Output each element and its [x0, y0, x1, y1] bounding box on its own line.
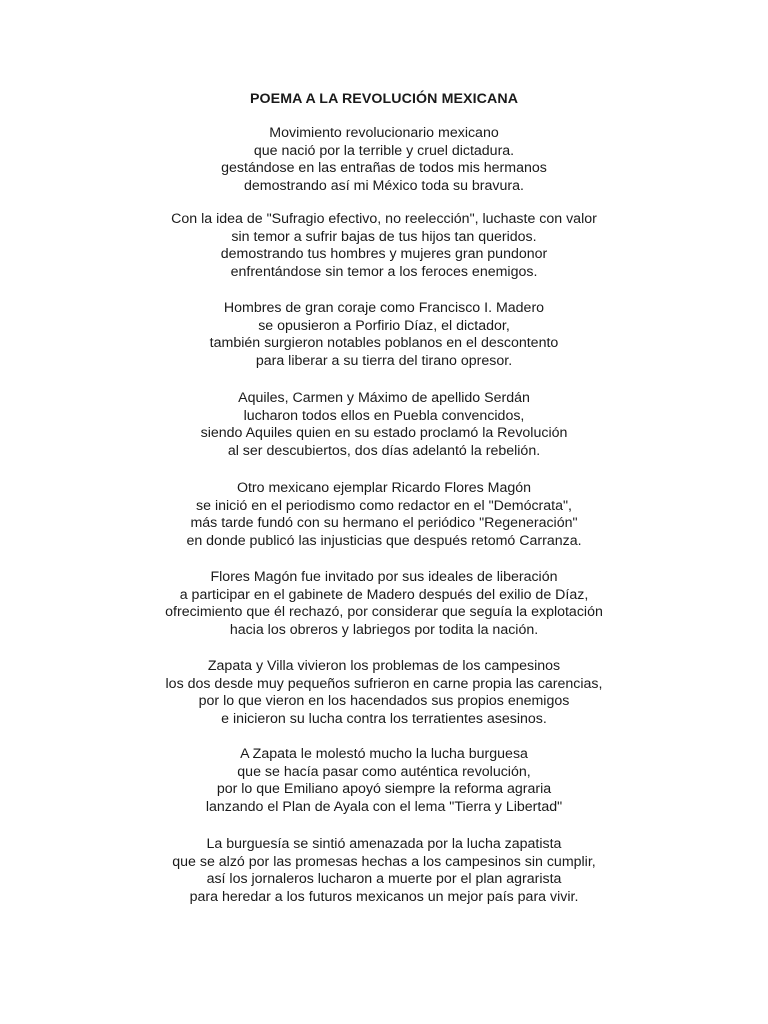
stanza-line: así los jornaleros lucharon a muerte por el plan agrarista [206, 871, 562, 888]
stanza-line: demostrando tus hombres y mujeres gran pundonor [220, 246, 548, 263]
stanza-line: por lo que Emiliano apoyó siempre la reforma agraria [216, 781, 552, 798]
stanza-3 [0, 300, 768, 371]
stanza-line: lucharon todos ellos en Puebla convencidos, [243, 407, 525, 424]
stanza-1 [0, 125, 768, 196]
poem-title: POEMA A LA REVOLUCIÓN MEXICANA [249, 91, 519, 107]
stanza-line: demostrando así mi México toda su bravura. [244, 178, 524, 195]
stanza-5 [0, 480, 768, 551]
stanza-line: Con la idea de "Sufragio efectivo, no reelección", luchaste con valor [171, 211, 597, 227]
stanza-line: al ser descubiertos, dos días adelantó la rebelión. [227, 443, 541, 460]
stanza-line: lanzando el Plan de Ayala con el lema "Tierra y Libertad" [205, 799, 563, 816]
stanza-line: ofrecimiento que él rechazó, por considerar que seguía la explotación [165, 604, 603, 621]
stanza-line: también surgieron notables poblanos en el descontento [209, 335, 559, 352]
stanza-line: Otro mexicano ejemplar Ricardo Flores Magón [236, 480, 532, 496]
stanza-line: Aquiles, Carmen y Máximo de apellido Serdán [238, 390, 530, 406]
stanza-6 [0, 569, 768, 640]
stanza-line: más tarde fundó con su hermano el periódico "Regeneración" [190, 515, 578, 532]
stanza-line: Movimiento revolucionario mexicano [269, 125, 499, 141]
stanza-line: Flores Magón fue invitado por sus ideales de liberación [210, 569, 558, 585]
stanza-8 [0, 746, 768, 817]
stanza-line: los dos desde muy pequeños sufrieron en carne propia las carencias, [165, 675, 603, 692]
stanza-line: en donde publicó las injusticias que después retomó Carranza. [186, 533, 582, 550]
stanza-line: a participar en el gabinete de Madero después del exilio de Díaz, [179, 586, 589, 603]
stanza-line: para heredar a los futuros mexicanos un mejor país para vivir. [189, 889, 579, 906]
stanza-2 [0, 211, 768, 282]
stanza-line: e inicieron su lucha contra los terratientes asesinos. [221, 711, 547, 728]
stanza-line: se opusieron a Porfirio Díaz, el dictador, [258, 317, 510, 334]
stanza-line: Zapata y Villa vivieron los problemas de los campesinos [207, 658, 561, 674]
stanza-line: se inició en el periodismo como redactor en el "Demócrata", [196, 497, 572, 514]
stanza-line: por lo que vieron en los hacendados sus propios enemigos [198, 693, 570, 710]
stanza-7 [0, 658, 768, 729]
stanza-line: Hombres de gran coraje como Francisco I. Madero [223, 300, 545, 316]
stanza-line: gestándose en las entrañas de todos mis hermanos [221, 160, 547, 177]
stanza-line: que nació por la terrible y cruel dictadura. [253, 142, 515, 159]
stanza-line: La burguesía se sintió amenazada por la lucha zapatista [206, 836, 562, 852]
stanza-line: siendo Aquiles quien en su estado proclamó la Revolución [200, 425, 568, 442]
stanza-4 [0, 390, 768, 461]
stanza-9 [0, 836, 768, 907]
stanza-line: sin temor a sufrir bajas de tus hijos tan queridos. [231, 228, 537, 245]
stanza-line: enfrentándose sin temor a los feroces enemigos. [230, 264, 538, 281]
stanza-line: A Zapata le molestó mucho la lucha burguesa [240, 746, 528, 762]
stanza-line: que se alzó por las promesas hechas a los campesinos sin cumplir, [172, 853, 596, 870]
stanza-line: hacia los obreros y labriegos por todita la nación. [229, 622, 539, 639]
stanza-line: para liberar a su tierra del tirano opresor. [255, 353, 513, 370]
stanza-line: que se hacía pasar como auténtica revolución, [237, 763, 531, 780]
